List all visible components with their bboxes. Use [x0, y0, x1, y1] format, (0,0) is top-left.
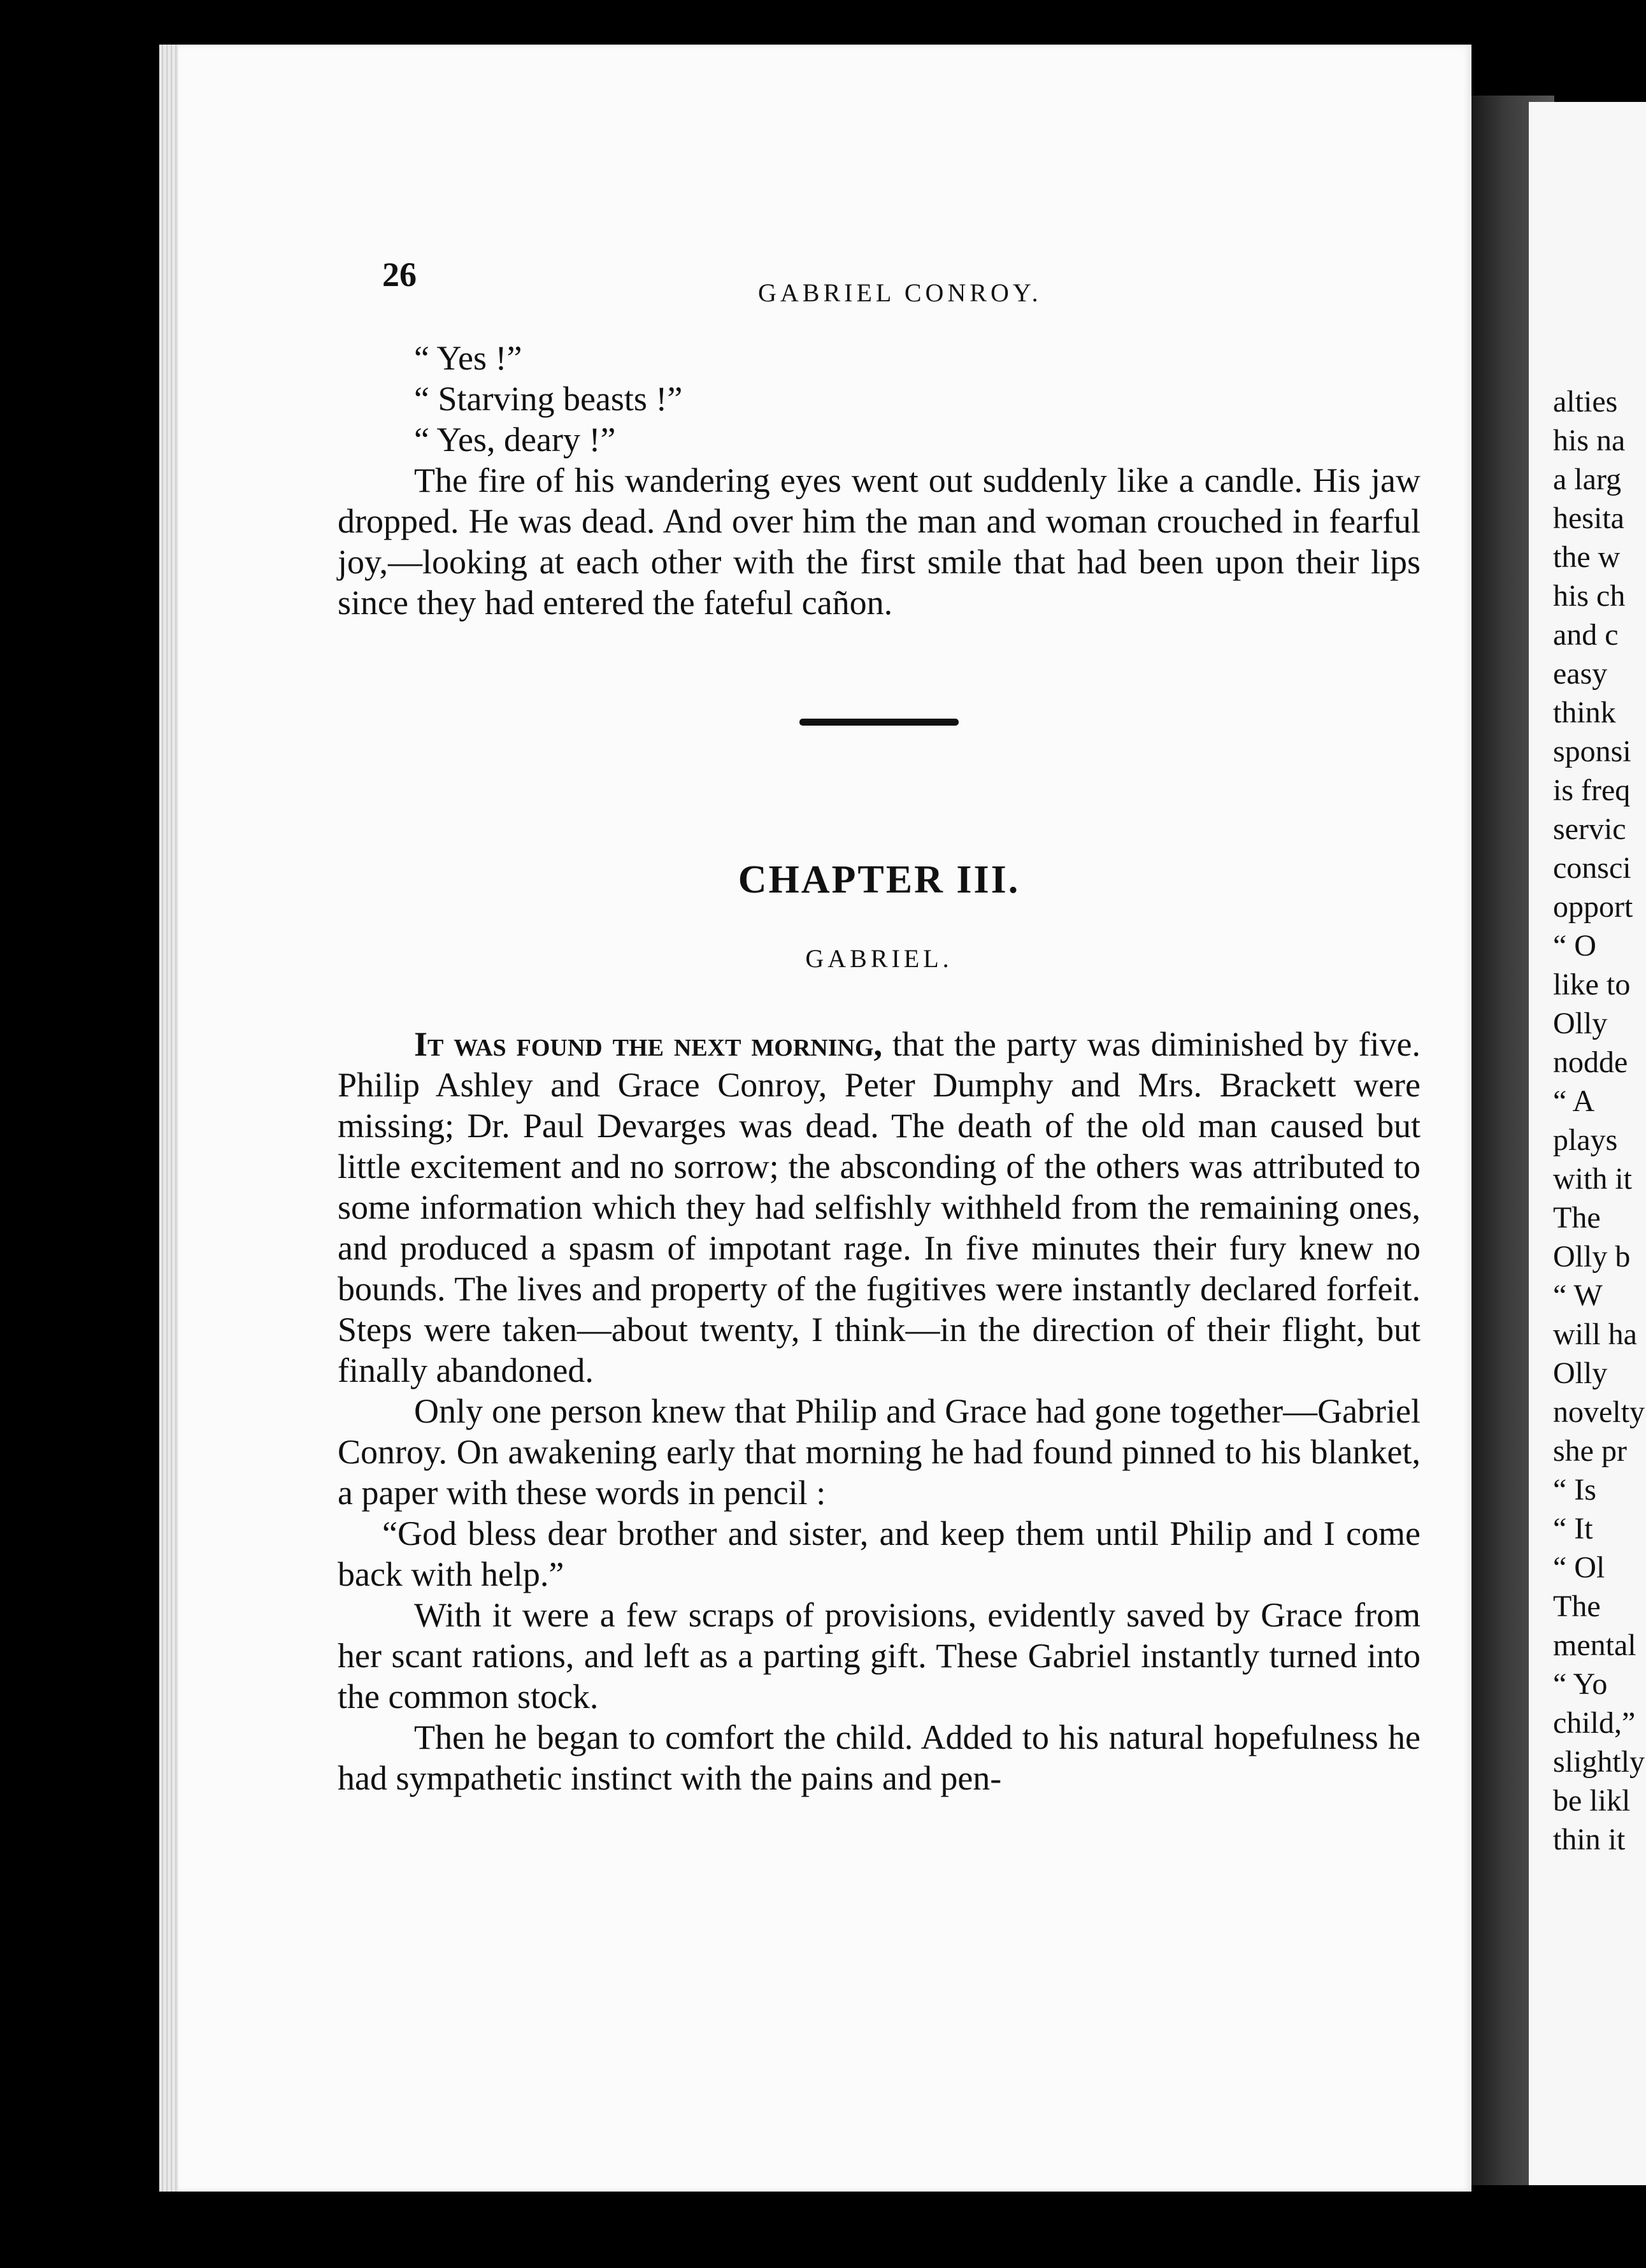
facing-page-line: hesita — [1553, 501, 1624, 535]
facing-page-line: Olly — [1553, 1007, 1608, 1040]
facing-page-line: novelty — [1553, 1395, 1645, 1429]
facing-page-line: The — [1553, 1201, 1601, 1235]
facing-page-line: slightly — [1553, 1745, 1645, 1779]
facing-page-line: like to — [1553, 968, 1631, 1001]
closing-paragraph: The fire of his wandering eyes went out suddenly like a candle. His jaw dropped. He was dead. And over him the man and woman crouched in fearful joy,—looking at each other with the first smile that had been upon their lips since they had entered the fateful cañon. — [338, 461, 1421, 622]
facing-page-line: and c — [1553, 618, 1619, 652]
facing-page-line: “ O — [1553, 929, 1596, 963]
chapter-subtitle: GABRIEL. — [805, 944, 953, 973]
facing-page-line: his na — [1553, 424, 1626, 457]
facing-page-line: is freq — [1553, 773, 1631, 807]
facing-page-line: think — [1553, 696, 1616, 729]
facing-page-line: Olly — [1553, 1356, 1608, 1390]
section-divider — [799, 719, 959, 726]
facing-page-line: his ch — [1553, 579, 1626, 613]
paragraph-lead: It was found the next morning, — [414, 1025, 883, 1063]
facing-page-line: opport — [1553, 890, 1633, 924]
paragraph — [338, 1024, 1421, 1391]
dialogue-line: “ Yes !” — [414, 339, 522, 377]
chapter-title: CHAPTER III. — [738, 858, 1020, 901]
page-body — [338, 338, 1421, 1798]
facing-page-line: servic — [1553, 812, 1626, 846]
facing-page-line: nodde — [1553, 1045, 1628, 1079]
paragraph: Only one person knew that Philip and Grace had gone together—Gabriel Conroy. On awakening early that morning he had found pinned to his blanket, a paper with these words in pencil : — [338, 1392, 1421, 1512]
facing-page-line: alties — [1553, 385, 1618, 419]
facing-page — [1529, 102, 1646, 2185]
facing-page-line: “ W — [1553, 1279, 1603, 1312]
facing-page-line: “ Ol — [1553, 1551, 1605, 1584]
quoted-note: “God bless dear brother and sister, and keep them until Philip and I come back with help.” — [338, 1514, 1421, 1593]
facing-page-line: “ Is — [1553, 1473, 1596, 1507]
facing-page-line: sponsi — [1553, 735, 1631, 768]
facing-page-line: Olly b — [1553, 1240, 1631, 1274]
facing-page-line: “ A — [1553, 1084, 1595, 1118]
facing-page-line: be likl — [1553, 1784, 1631, 1818]
facing-page-text — [1553, 382, 1645, 1859]
facing-page-line: consci — [1553, 851, 1631, 885]
facing-page-line: plays — [1553, 1123, 1618, 1157]
facing-page-line: thin it — [1553, 1823, 1626, 1856]
facing-page-line: she pr — [1553, 1434, 1627, 1468]
paragraph-text: that the party was diminished by five. Philip Ashley and Grace Conroy, Peter Dumphy and Mrs. Brackett were missing; Dr. Paul Devarges was dead. The death of the old man caused but little excitement and no sorrow; the absconding of the others was attributed to some information which they had selfishly withheld from the remaining ones, and produced a spasm of impotant rage. In five minutes their fury knew no bounds. The lives and property of the fugitives were instantly declared forfeit. Steps were taken—about twenty, I think—in the direction of their flight, but finally abandoned. — [338, 1025, 1421, 1389]
dialogue-line: “ Starving beasts !” — [414, 380, 683, 418]
facing-page-line: easy — [1553, 657, 1608, 691]
paragraph: Then he began to comfort the child. Added to his natural hopefulness he had sympathetic instinct with the pains and pen- — [338, 1718, 1421, 1797]
facing-page-line: the w — [1553, 540, 1621, 574]
facing-page-line: The — [1553, 1590, 1601, 1623]
facing-page-line: child,” — [1553, 1706, 1636, 1740]
facing-page-line: will ha — [1553, 1317, 1637, 1351]
facing-page-line: “ It — [1553, 1512, 1593, 1546]
running-title: GABRIEL CONROY. — [758, 278, 1042, 307]
dialogue-line: “ Yes, deary !” — [414, 420, 616, 459]
facing-page-line: mental — [1553, 1628, 1636, 1662]
facing-page-line: a larg — [1553, 463, 1622, 496]
page-number: 26 — [382, 255, 417, 294]
facing-page-line: “ Yo — [1553, 1667, 1608, 1701]
paragraph: With it were a few scraps of provisions, evidently saved by Grace from her scant rations, and left as a parting gift. These Gabriel instantly turned into the common stock. — [338, 1596, 1421, 1716]
facing-page-line: with it — [1553, 1162, 1633, 1196]
